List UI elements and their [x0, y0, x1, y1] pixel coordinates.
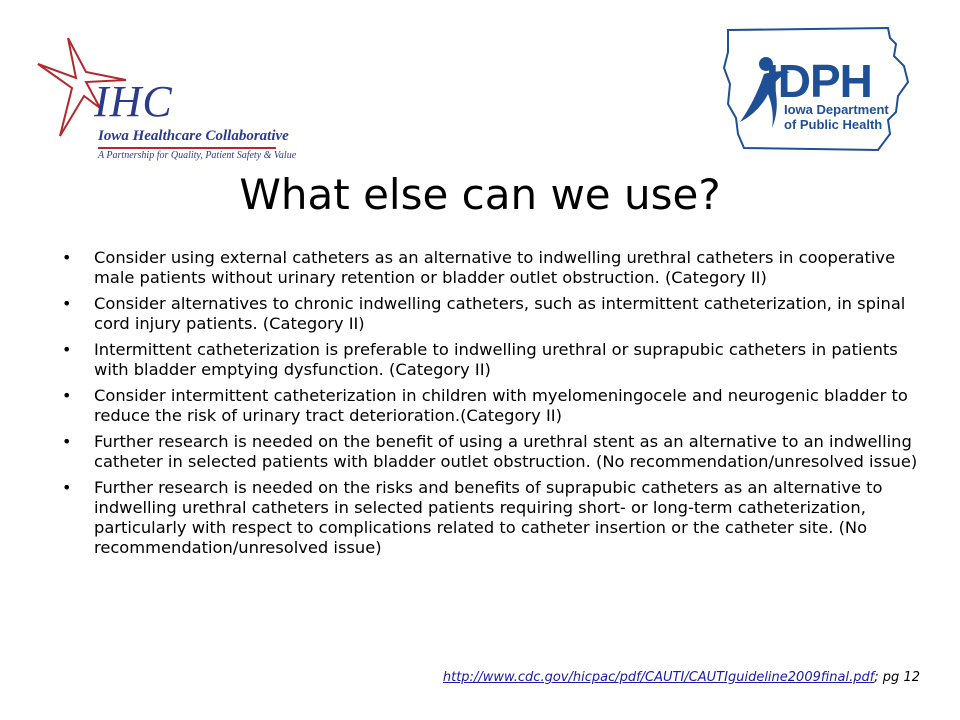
idph-line-1: Iowa Department [784, 102, 889, 117]
ihc-subtitle: Iowa Healthcare Collaborative [98, 128, 289, 144]
bullet-list [60, 248, 922, 564]
bullet-item [60, 478, 922, 558]
idph-line-2: of Public Health [784, 117, 883, 132]
bullet-item [60, 432, 922, 472]
ihc-tagline: A Partnership for Quality, Patient Safety & Value [98, 150, 297, 161]
idph-logo [718, 22, 914, 154]
slide-title: What else can we use? [239, 170, 721, 219]
ihc-divider [98, 147, 276, 149]
ihc-logo [28, 36, 297, 161]
bullet-dot-icon: • [62, 432, 72, 451]
bullet-item [60, 248, 922, 288]
bullet-text: Further research is needed on the benefit of using a urethral stent as an alternative to an indwelling catheter in selected patients with bladder outlet obstruction. (No recommendation/unresolved issue) [94, 432, 918, 471]
bullet-dot-icon: • [62, 478, 72, 497]
bullet-text: Further research is needed on the risks and benefits of suprapubic catheters as an alternative to indwelling urethral catheters in selected patients requiring short- or long-term catheterization, particularly with respect to complications related to catheter insertion or the catheter site. (No recommendation/unresolved issue) [94, 478, 883, 557]
bullet-dot-icon: • [62, 386, 72, 405]
ihc-name: IHC [94, 77, 173, 126]
bullet-item [60, 294, 922, 334]
bullet-dot-icon: • [62, 294, 72, 313]
bullet-text: Consider alternatives to chronic indwelling catheters, such as intermittent catheterization, in spinal cord injury patients. (Category II) [94, 294, 906, 333]
bullet-dot-icon: • [62, 248, 72, 267]
bullet-text: Intermittent catheterization is preferable to indwelling urethral or suprapubic catheters in patients with bladder emptying dysfunction. (Category II) [94, 340, 898, 379]
bullet-text: Consider intermittent catheterization in children with myelomeningocele and neurogenic bladder to reduce the risk of urinary tract deterioration.(Category II) [94, 386, 908, 425]
citation-link[interactable]: http://www.cdc.gov/hicpac/pdf/CAUTI/CAUTIguideline2009final.pdf [442, 670, 875, 685]
bullet-item [60, 386, 922, 426]
citation-footer [443, 670, 920, 685]
idph-letters: IDPH [766, 55, 872, 107]
citation-page: ; pg 12 [874, 670, 920, 685]
bullet-dot-icon: • [62, 340, 72, 359]
bullet-item [60, 340, 922, 380]
bullet-text: Consider using external catheters as an alternative to indwelling urethral catheters in cooperative male patients without urinary retention or bladder outlet obstruction. (Category II) [94, 248, 896, 287]
